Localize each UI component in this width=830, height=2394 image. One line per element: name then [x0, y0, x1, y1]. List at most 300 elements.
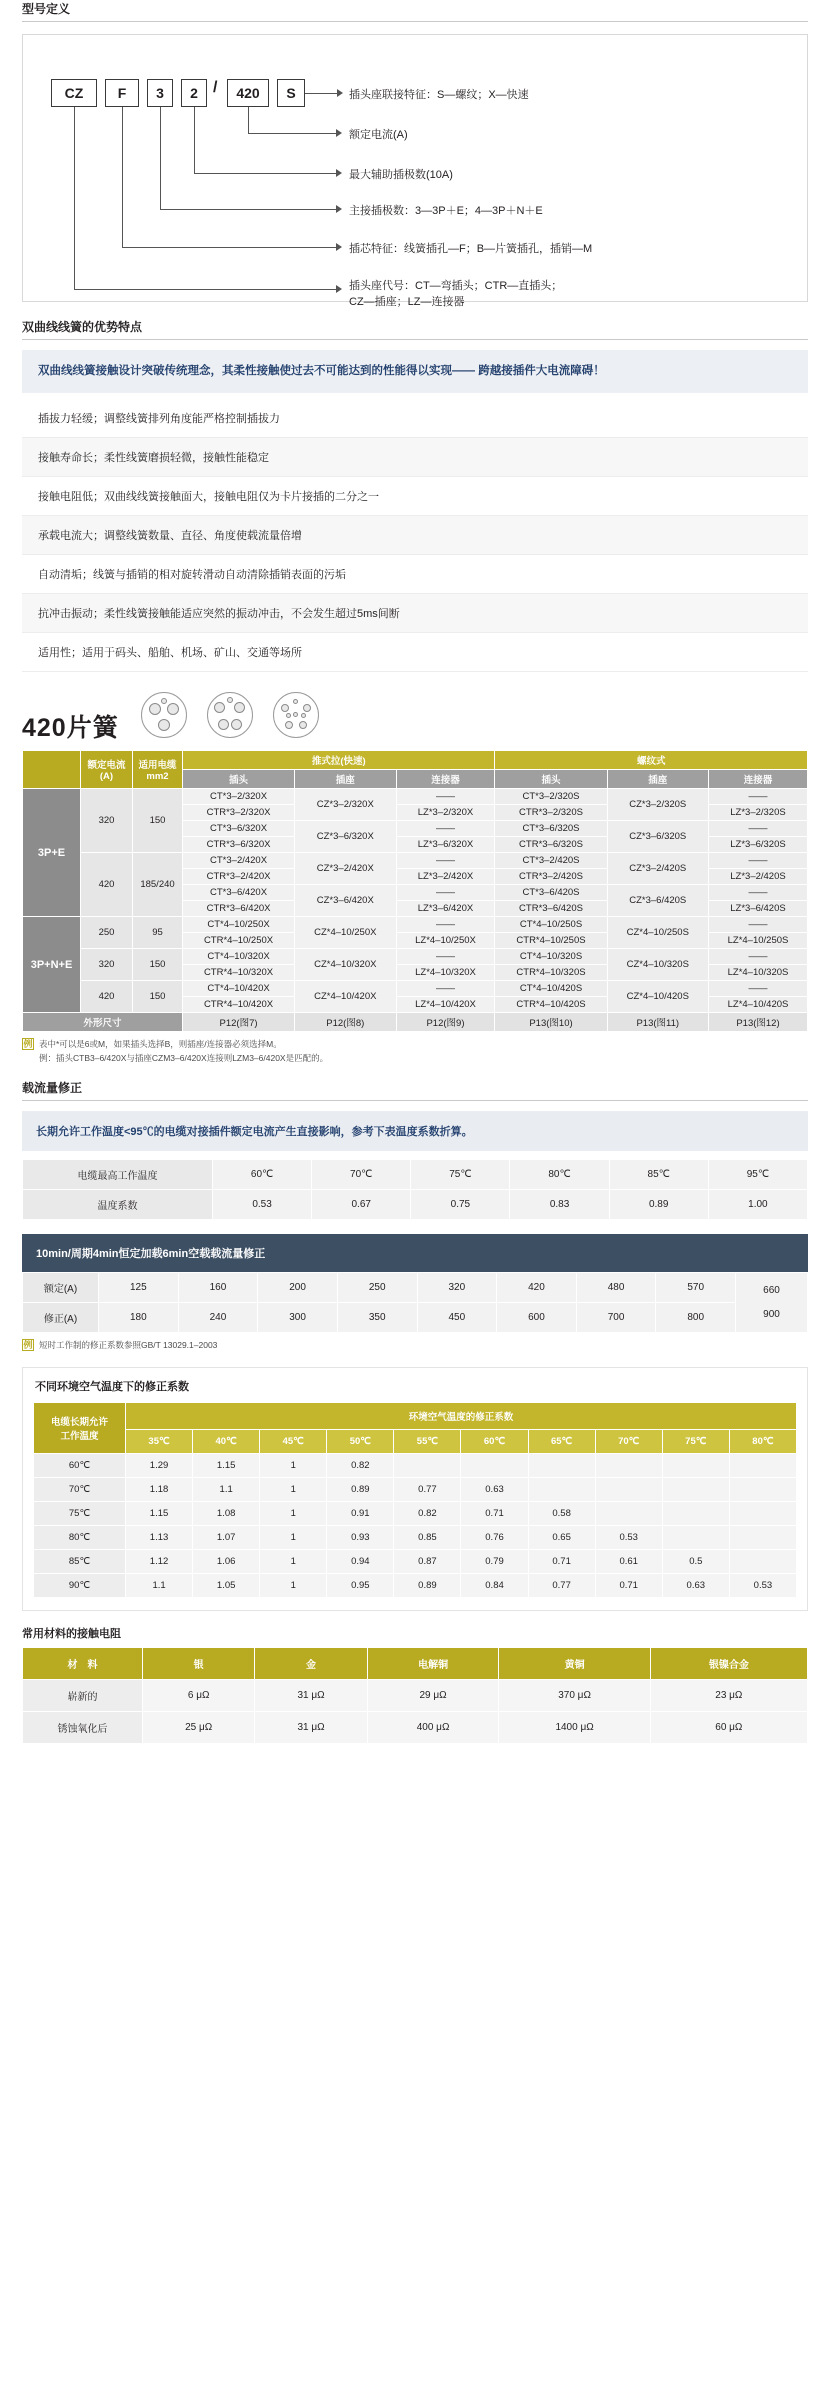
rated-current: 320 — [81, 949, 133, 981]
factor: 0.77 — [528, 1574, 595, 1598]
code-coupler: LZ*4–10/320X — [396, 965, 495, 981]
row-label-factor: 温度系数 — [23, 1190, 213, 1220]
th-ambient-temp: 65℃ — [528, 1430, 595, 1454]
corrected-value: 180 — [99, 1303, 179, 1333]
factor: 1 — [260, 1454, 327, 1478]
factor: 0.87 — [394, 1550, 461, 1574]
factor — [662, 1526, 729, 1550]
group-label: 3P+E — [23, 789, 81, 917]
code-coupler: LZ*4–10/320S — [708, 965, 807, 981]
cable-temp: 60℃ — [34, 1454, 126, 1478]
code-plug: CT*3–2/420X — [183, 853, 295, 869]
leader-line-1 — [248, 133, 340, 134]
corrected-value: 700 — [576, 1303, 656, 1333]
code-box-0: CZ — [51, 79, 97, 107]
cable-temp: 70℃ — [34, 1478, 126, 1502]
code-plug: CT*4–10/420X — [183, 981, 295, 997]
code-coupler: LZ*4–10/250X — [396, 933, 495, 949]
th-coupler: 连接器 — [708, 770, 807, 789]
legend-1: 额定电流(A) — [349, 129, 408, 141]
factor: 0.85 — [394, 1526, 461, 1550]
factor: 1.05 — [193, 1574, 260, 1598]
code-plug: CT*3–2/320S — [495, 789, 607, 805]
advantages-banner: 双曲线线簧接触设计突破传统理念，其柔性接触使过去不可能达到的性能得以实现—— 跨越接插件大电流障碍！ — [22, 350, 808, 393]
code-socket: CZ*3–6/320S — [607, 821, 708, 853]
code-plug: CTR*3–2/420S — [495, 869, 607, 885]
th-ambient-temp: 75℃ — [662, 1430, 729, 1454]
legend-3: 主接插极数：3—3P＋E；4—3P＋N＋E — [349, 205, 543, 217]
factor-value: 0.53 — [213, 1190, 312, 1220]
code-coupler: LZ*3–6/320S — [708, 837, 807, 853]
factor: 0.53 — [729, 1574, 796, 1598]
divider — [22, 1100, 808, 1101]
last-cell — [736, 1273, 808, 1333]
factor: 0.53 — [595, 1526, 662, 1550]
temp-value: 95℃ — [708, 1160, 807, 1190]
th-plug: 插头 — [183, 770, 295, 789]
factor: 0.63 — [662, 1574, 729, 1598]
code-plug: CTR*3–2/320X — [183, 805, 295, 821]
factor: 1 — [260, 1478, 327, 1502]
example-marker-icon: 例 — [23, 1340, 33, 1351]
rated-current: 420 — [81, 981, 133, 1013]
code-socket: CZ*3–2/320S — [607, 789, 708, 821]
resistance-value: 23 μΩ — [650, 1680, 807, 1712]
last-cell-bottom: 900 — [763, 1309, 780, 1321]
factor-value: 1.00 — [708, 1190, 807, 1220]
th-ambient-temp: 35℃ — [126, 1430, 193, 1454]
code-coupler: —— — [396, 821, 495, 837]
resistance-value: 31 μΩ — [255, 1712, 367, 1744]
cable-size: 150 — [133, 949, 183, 981]
th-coupler: 连接器 — [396, 770, 495, 789]
table-row — [23, 1160, 808, 1190]
temp-value: 80℃ — [510, 1160, 609, 1190]
rated-value: 250 — [337, 1273, 417, 1303]
footnote-text — [39, 1038, 328, 1065]
table-row — [23, 981, 808, 997]
th-ambient-temp: 40℃ — [193, 1430, 260, 1454]
code-coupler: LZ*4–10/420X — [396, 997, 495, 1013]
code-plug: CTR*3–2/320S — [495, 805, 607, 821]
cable-size: 185/240 — [133, 853, 183, 917]
example-marker-icon: 例 — [23, 1039, 33, 1050]
leader-arrow-5 — [336, 285, 342, 293]
table-row — [23, 917, 808, 933]
cable-temp: 85℃ — [34, 1550, 126, 1574]
table-row — [23, 1190, 808, 1220]
rated-value: 320 — [417, 1273, 497, 1303]
connector-face-multipole — [273, 692, 319, 738]
factor: 0.58 — [528, 1502, 595, 1526]
rated-value: 160 — [178, 1273, 258, 1303]
cable-size: 150 — [133, 789, 183, 853]
rated-value: 420 — [497, 1273, 577, 1303]
factor — [662, 1478, 729, 1502]
temperature-factor-table — [22, 1159, 808, 1220]
factor: 1 — [260, 1574, 327, 1598]
factor: 1.29 — [126, 1454, 193, 1478]
factor-value: 0.89 — [609, 1190, 708, 1220]
th-material: 材 料 — [23, 1648, 143, 1680]
factor: 0.93 — [327, 1526, 394, 1550]
cable-temp: 75℃ — [34, 1502, 126, 1526]
cable-size: 150 — [133, 981, 183, 1013]
factor-value: 0.83 — [510, 1190, 609, 1220]
corrected-value: 600 — [497, 1303, 577, 1333]
code-coupler: LZ*4–10/420S — [708, 997, 807, 1013]
code-plug: CTR*4–10/250S — [495, 933, 607, 949]
dimension-ref: P12(图7) — [183, 1013, 295, 1032]
rated-value: 200 — [258, 1273, 338, 1303]
code-socket: CZ*3–2/420X — [295, 853, 396, 885]
connector-face-3p-n-e — [207, 692, 253, 738]
series-title-row — [22, 692, 808, 744]
corrected-value: 350 — [337, 1303, 417, 1333]
factor: 1 — [260, 1550, 327, 1574]
section-title-model-definition: 型号定义 — [22, 2, 71, 16]
code-coupler: LZ*3–2/320X — [396, 805, 495, 821]
factor — [595, 1478, 662, 1502]
dimension-label: 外形尺寸 — [23, 1013, 183, 1032]
resistance-value: 25 μΩ — [143, 1712, 255, 1744]
resistance-value: 60 μΩ — [650, 1712, 807, 1744]
leader-line-5 — [74, 289, 340, 290]
dimension-ref: P13(图10) — [495, 1013, 607, 1032]
th-silver: 银 — [143, 1648, 255, 1680]
code-plug: CTR*3–6/420S — [495, 901, 607, 917]
rated-value: 480 — [576, 1273, 656, 1303]
code-coupler: LZ*3–6/420X — [396, 901, 495, 917]
factor — [461, 1454, 528, 1478]
factor — [528, 1478, 595, 1502]
factor — [595, 1454, 662, 1478]
code-socket: CZ*3–6/420X — [295, 885, 396, 917]
code-coupler: —— — [396, 981, 495, 997]
legend-5: 插头座代号：CT—弯插头；CTR—直插头； — [349, 280, 563, 292]
code-socket: CZ*3–2/420S — [607, 853, 708, 885]
factor — [528, 1454, 595, 1478]
th-ambient-temp: 55℃ — [394, 1430, 461, 1454]
advantage-item: 接触寿命长；柔性线簧磨损轻微，接触性能稳定 — [22, 438, 808, 477]
code-coupler: —— — [708, 949, 807, 965]
corrected-value: 300 — [258, 1303, 338, 1333]
rated-value: 125 — [99, 1273, 179, 1303]
resistance-value: 6 μΩ — [143, 1680, 255, 1712]
th-brass: 黄铜 — [499, 1648, 650, 1680]
group-label: 3P+N+E — [23, 917, 81, 1013]
th-socket: 插座 — [295, 770, 396, 789]
current-correction-banner: 长期允许工作温度<95℃的电缆对接插件额定电流产生直接影响，参考下表温度系数折算。 — [22, 1111, 808, 1151]
factor: 1.1 — [193, 1478, 260, 1502]
table-row — [23, 1712, 808, 1744]
th-cable: 适用电缆mm2 — [133, 751, 183, 789]
ambient-correction-table — [33, 1402, 797, 1598]
table-row-dimensions — [23, 1013, 808, 1032]
factor-value: 0.67 — [312, 1190, 411, 1220]
table-row — [34, 1574, 797, 1598]
code-coupler: —— — [396, 917, 495, 933]
th-silver-nickel: 银镍合金 — [650, 1648, 807, 1680]
code-box-3: 2 — [181, 79, 207, 107]
th-rated-current: 额定电流(A) — [81, 751, 133, 789]
row-label-rated: 额定(A) — [23, 1273, 99, 1303]
factor — [729, 1478, 796, 1502]
temp-value: 70℃ — [312, 1160, 411, 1190]
th-ambient-temp: 60℃ — [461, 1430, 528, 1454]
factor: 1 — [260, 1502, 327, 1526]
factor — [729, 1454, 796, 1478]
cable-temp: 80℃ — [34, 1526, 126, 1550]
code-socket: CZ*4–10/320S — [607, 949, 708, 981]
th-plug: 插头 — [495, 770, 607, 789]
connector-face-diagrams — [141, 692, 319, 738]
factor: 0.76 — [461, 1526, 528, 1550]
leader-vline-5 — [74, 107, 75, 289]
row-label-max-temp: 电缆最高工作温度 — [23, 1160, 213, 1190]
duty-cycle-banner: 10min/周期4min恒定加载6min空载载流量修正 — [22, 1234, 808, 1272]
code-plug: CT*3–6/420X — [183, 885, 295, 901]
dimension-ref: P13(图11) — [607, 1013, 708, 1032]
code-plug: CTR*4–10/320X — [183, 965, 295, 981]
resistance-value: 370 μΩ — [499, 1680, 650, 1712]
factor: 1.12 — [126, 1550, 193, 1574]
factor: 1.18 — [126, 1478, 193, 1502]
factor: 0.89 — [327, 1478, 394, 1502]
factor — [729, 1550, 796, 1574]
th-group — [23, 751, 81, 789]
footnote-line-2: 例：插头CTB3–6/420X与插座CZM3–6/420X连接则LZM3–6/420X是匹配的。 — [39, 1052, 329, 1063]
th-cable-temp-line2: 工作温度 — [60, 1431, 99, 1443]
table-row — [23, 949, 808, 965]
code-plug: CT*3–6/320S — [495, 821, 607, 837]
code-coupler: LZ*3–2/320S — [708, 805, 807, 821]
rated-current: 420 — [81, 853, 133, 917]
leader-arrow-1 — [336, 129, 342, 137]
condition-label: 锈蚀氧化后 — [23, 1712, 143, 1744]
code-socket: CZ*3–2/320X — [295, 789, 396, 821]
leader-line-3 — [160, 209, 340, 210]
table-row — [34, 1550, 797, 1574]
code-plug: CT*3–2/320X — [183, 789, 295, 805]
advantage-item: 承载电流大；调整线簧数量、直径、角度使载流量倍增 — [22, 516, 808, 555]
legend-6: CZ—插座；LZ—连接器 — [349, 296, 465, 308]
code-plug: CT*4–10/250X — [183, 917, 295, 933]
code-socket: CZ*3–6/420S — [607, 885, 708, 917]
code-coupler: —— — [708, 789, 807, 805]
factor — [729, 1502, 796, 1526]
cable-temp: 90℃ — [34, 1574, 126, 1598]
code-box-4: 420 — [227, 79, 269, 107]
code-plug: CTR*3–2/420X — [183, 869, 295, 885]
rated-current: 250 — [81, 917, 133, 949]
factor: 0.5 — [662, 1550, 729, 1574]
leader-vline-2 — [194, 107, 195, 173]
cable-size: 95 — [133, 917, 183, 949]
factor: 1 — [260, 1526, 327, 1550]
code-coupler: LZ*3–6/420S — [708, 901, 807, 917]
table-row — [34, 1454, 797, 1478]
divider — [22, 21, 808, 22]
code-coupler: LZ*3–2/420X — [396, 869, 495, 885]
leader-vline-1 — [248, 107, 249, 133]
code-socket: CZ*3–6/320X — [295, 821, 396, 853]
contact-resistance-table — [22, 1647, 808, 1744]
table-row — [34, 1526, 797, 1550]
ambient-title: 不同环境空气温度下的修正系数 — [35, 1381, 189, 1394]
code-plug: CT*3–2/420S — [495, 853, 607, 869]
code-coupler: —— — [708, 981, 807, 997]
factor: 0.91 — [327, 1502, 394, 1526]
dimension-ref: P12(图9) — [396, 1013, 495, 1032]
code-coupler: —— — [396, 853, 495, 869]
code-plug: CTR*3–6/320S — [495, 837, 607, 853]
code-coupler: LZ*4–10/250S — [708, 933, 807, 949]
resistance-value: 31 μΩ — [255, 1680, 367, 1712]
table-row — [23, 1303, 808, 1333]
code-socket: CZ*4–10/250S — [607, 917, 708, 949]
code-coupler: LZ*3–2/420S — [708, 869, 807, 885]
factor: 0.79 — [461, 1550, 528, 1574]
code-plug: CTR*4–10/420S — [495, 997, 607, 1013]
dimension-ref: P12(图8) — [295, 1013, 396, 1032]
leader-vline-3 — [160, 107, 161, 209]
factor: 0.71 — [461, 1502, 528, 1526]
factor — [662, 1454, 729, 1478]
code-plug: CT*4–10/320S — [495, 949, 607, 965]
code-socket: CZ*4–10/420S — [607, 981, 708, 1013]
th-ambient-temp: 50℃ — [327, 1430, 394, 1454]
page-title: 420片簧 — [22, 714, 119, 743]
factor: 1.15 — [193, 1454, 260, 1478]
section-title-advantages: 双曲线线簧的优势特点 — [22, 320, 143, 334]
corrected-value: 450 — [417, 1303, 497, 1333]
advantage-item: 接触电阻低；双曲线线簧接触面大，接触电阻仅为卡片接插的二分之一 — [22, 477, 808, 516]
footnote-line-1: 表中*可以是6或M，如果插头选择B，则插座/连接器必须选择M。 — [39, 1039, 282, 1050]
leader-line-4 — [122, 247, 340, 248]
duty-footnote — [22, 1339, 808, 1353]
code-plug: CT*4–10/420S — [495, 981, 607, 997]
product-code-table — [22, 750, 808, 1032]
code-plug: CT*3–6/320X — [183, 821, 295, 837]
factor: 0.94 — [327, 1550, 394, 1574]
factor: 1.1 — [126, 1574, 193, 1598]
code-plug: CTR*3–6/420X — [183, 901, 295, 917]
code-slash: / — [213, 79, 218, 96]
table-row — [23, 789, 808, 805]
advantage-item: 抗冲击振动；柔性线簧接触能适应突然的振动冲击，不会发生超过5ms间断 — [22, 594, 808, 633]
leader-arrow-2 — [336, 169, 342, 177]
th-gold: 金 — [255, 1648, 367, 1680]
leader-arrow-4 — [336, 243, 342, 251]
rated-value: 570 — [656, 1273, 736, 1303]
advantage-item: 适用性；适用于码头、船舶、机场、矿山、交通等场所 — [22, 633, 808, 672]
factor: 0.82 — [327, 1454, 394, 1478]
factor: 0.82 — [394, 1502, 461, 1526]
resistance-value: 29 μΩ — [367, 1680, 499, 1712]
section-title-current-correction: 载流量修正 — [22, 1081, 83, 1096]
th-ambient-group: 环境空气温度的修正系数 — [126, 1403, 797, 1430]
legend-2: 最大辅助插极数(10A) — [349, 169, 453, 181]
condition-label: 崭新的 — [23, 1680, 143, 1712]
table-row — [23, 853, 808, 869]
table-row — [34, 1502, 797, 1526]
th-socket: 插座 — [607, 770, 708, 789]
factor: 0.61 — [595, 1550, 662, 1574]
code-coupler: —— — [708, 885, 807, 901]
temp-value: 60℃ — [213, 1160, 312, 1190]
leader-line-2 — [194, 173, 340, 174]
code-box-1: F — [105, 79, 139, 107]
leader-vline-4 — [122, 107, 123, 247]
th-ambient-temp: 45℃ — [260, 1430, 327, 1454]
corrected-value: 800 — [656, 1303, 736, 1333]
factor — [662, 1502, 729, 1526]
table-footnote — [22, 1038, 808, 1065]
contact-resistance-title: 常用材料的接触电阻 — [22, 1628, 121, 1641]
factor: 1.07 — [193, 1526, 260, 1550]
temp-value: 85℃ — [609, 1160, 708, 1190]
divider — [22, 339, 808, 340]
code-coupler: —— — [708, 917, 807, 933]
code-socket: CZ*4–10/250X — [295, 917, 396, 949]
factor: 1.08 — [193, 1502, 260, 1526]
th-ambient-temp: 70℃ — [595, 1430, 662, 1454]
code-coupler: —— — [396, 949, 495, 965]
factor: 0.71 — [595, 1574, 662, 1598]
code-plug: CTR*3–6/320X — [183, 837, 295, 853]
factor: 0.84 — [461, 1574, 528, 1598]
leader-arrow-3 — [336, 205, 342, 213]
factor: 1.13 — [126, 1526, 193, 1550]
table-row — [23, 1273, 808, 1303]
factor — [394, 1454, 461, 1478]
code-coupler: —— — [396, 789, 495, 805]
advantage-item: 插拔力轻缓；调整线簧排列角度能严格控制插拔力 — [22, 399, 808, 438]
code-plug: CTR*4–10/420X — [183, 997, 295, 1013]
th-copper: 电解铜 — [367, 1648, 499, 1680]
dimension-ref: P13(图12) — [708, 1013, 807, 1032]
factor: 0.63 — [461, 1478, 528, 1502]
legend-0: 插头座联接特征：S—螺纹；X—快速 — [349, 89, 529, 101]
factor-value: 0.75 — [411, 1190, 510, 1220]
row-label-corrected: 修正(A) — [23, 1303, 99, 1333]
product-code-body — [23, 789, 808, 1032]
table-row — [23, 1680, 808, 1712]
code-box-5: S — [277, 79, 305, 107]
code-coupler: —— — [708, 853, 807, 869]
temp-value: 75℃ — [411, 1160, 510, 1190]
factor: 0.95 — [327, 1574, 394, 1598]
leader-arrow-0 — [337, 89, 343, 97]
leader-line-0 — [305, 93, 341, 94]
code-socket: CZ*4–10/320X — [295, 949, 396, 981]
rated-current: 320 — [81, 789, 133, 853]
connector-face-3p-e — [141, 692, 187, 738]
code-coupler: —— — [708, 821, 807, 837]
legend-4: 插芯特征：线簧插孔—F；B—片簧插孔，插销—M — [349, 243, 593, 255]
code-plug: CT*3–6/420S — [495, 885, 607, 901]
th-push-type: 推式拉(快速) — [183, 751, 495, 770]
code-socket: CZ*4–10/420X — [295, 981, 396, 1013]
corrected-value: 240 — [178, 1303, 258, 1333]
table-row — [34, 1478, 797, 1502]
code-box-2: 3 — [147, 79, 173, 107]
factor: 0.65 — [528, 1526, 595, 1550]
code-plug: CTR*4–10/250X — [183, 933, 295, 949]
factor: 0.71 — [528, 1550, 595, 1574]
duty-cycle-table — [22, 1272, 808, 1333]
